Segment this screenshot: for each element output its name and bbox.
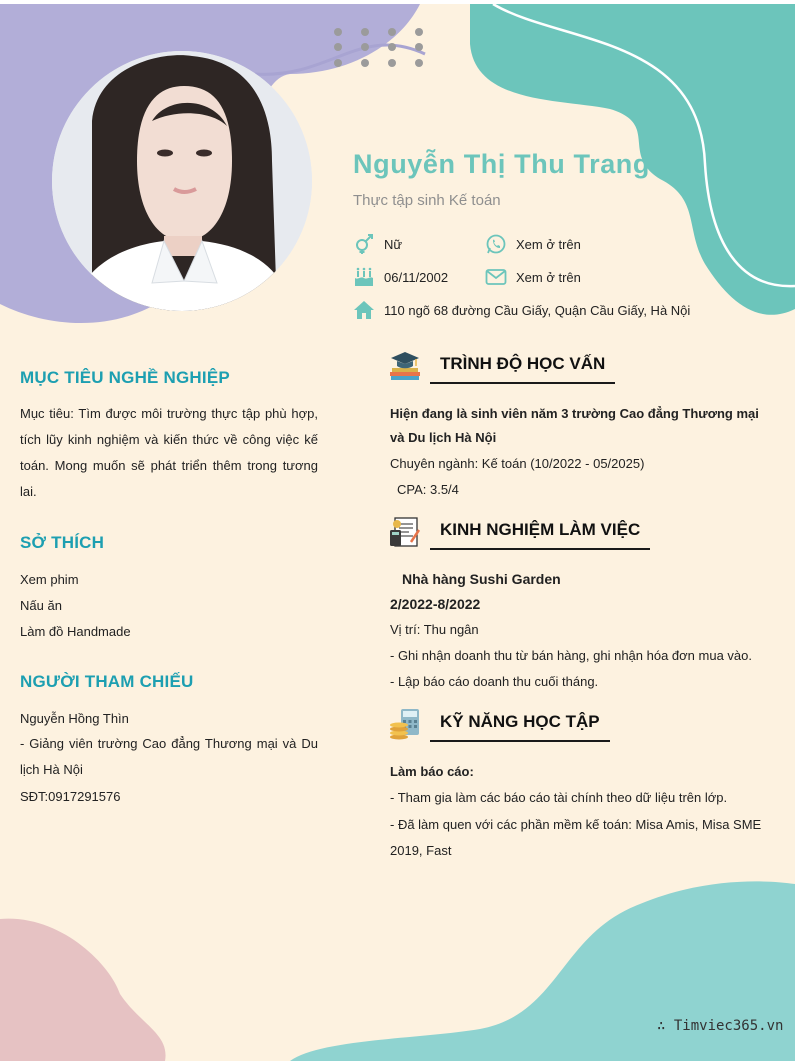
experience-duty: - Ghi nhận doanh thu từ bán hàng, ghi nhận hóa đơn mua vào. xyxy=(390,648,752,663)
experience-duty: - Lập báo cáo doanh thu cuối tháng. xyxy=(390,674,599,689)
dot-pattern xyxy=(330,24,430,74)
phone-info xyxy=(485,234,581,254)
birthdate-value: 06/11/2002 xyxy=(384,269,449,285)
email-info xyxy=(485,267,581,287)
experience-period: 2/2022-8/2022 xyxy=(390,596,481,612)
skills-item: - Đã làm quen với các phần mềm kế toán: Misa Amis, Misa SME 2019, Fast xyxy=(390,817,762,858)
birthdate-info xyxy=(353,267,448,287)
hobby-item: Xem phim xyxy=(20,572,79,587)
reference-detail: - Giảng viên trường Cao đẳng Thương mại và Du lịch Hà Nội xyxy=(20,736,318,777)
hobby-item: Nấu ăn xyxy=(20,598,62,613)
home-icon xyxy=(353,300,375,320)
experience-role: Vị trí: Thu ngân xyxy=(390,622,479,637)
candidate-name: Nguyễn Thị Thu Trang xyxy=(353,149,650,179)
gender-info xyxy=(353,234,402,254)
skills-subtitle: Làm báo cáo: xyxy=(390,764,474,779)
experience-title: KINH NGHIỆM LÀM VIỆC xyxy=(430,520,650,550)
skills-header xyxy=(389,708,610,742)
profile-photo xyxy=(52,51,312,311)
education-title: TRÌNH ĐỘ HỌC VẤN xyxy=(430,354,615,384)
education-header xyxy=(389,350,615,384)
graduation-cap-icon xyxy=(389,350,421,382)
timviec365-watermark: ∴ Timviec365.vn xyxy=(657,1018,784,1034)
hobby-item: Làm đồ Handmade xyxy=(20,624,131,639)
coins-calculator-icon xyxy=(389,708,421,740)
education-school: Hiện đang là sinh viên năm 3 trường Cao đẳng Thương mại và Du lịch Hà Nội xyxy=(390,406,759,445)
references-heading: NGƯỜI THAM CHIẾU xyxy=(20,672,194,691)
email-value: Xem ở trên xyxy=(516,269,581,285)
gender-value: Nữ xyxy=(384,236,403,252)
education-major: Chuyên ngành: Kế toán (10/2022 - 05/2025) xyxy=(390,456,645,471)
candidate-position: Thực tập sinh Kế toán xyxy=(353,192,501,209)
resume-icon xyxy=(389,516,421,548)
career-goal-text: Mục tiêu: Tìm được môi trường thực tập phù hợp, tích lũy kinh nghiệm và kiến thức về công việc kế toán. Mong muốn sẽ phát triển thêm trong tương lai. xyxy=(20,406,318,499)
career-goal-heading: MỤC TIÊU NGHỀ NGHIỆP xyxy=(20,368,230,387)
phone-value: Xem ở trên xyxy=(516,236,581,252)
skills-title: KỸ NĂNG HỌC TẬP xyxy=(430,712,610,742)
phone-icon xyxy=(485,234,507,254)
experience-company: Nhà hàng Sushi Garden xyxy=(402,571,561,587)
skills-item: - Tham gia làm các báo cáo tài chính theo dữ liệu trên lớp. xyxy=(390,790,728,805)
experience-header xyxy=(389,516,650,550)
reference-name: Nguyễn Hồng Thìn xyxy=(20,711,129,726)
address-value: 110 ngõ 68 đường Cầu Giấy, Quận Cầu Giấy, Hà Nội xyxy=(384,302,691,318)
email-icon xyxy=(485,267,507,287)
education-gpa: CPA: 3.5/4 xyxy=(397,482,459,497)
reference-phone: SĐT:0917291576 xyxy=(20,789,121,804)
address-info xyxy=(353,300,690,320)
cv-page xyxy=(0,4,795,1061)
gender-icon xyxy=(353,234,375,254)
cake-icon xyxy=(353,267,375,287)
hobbies-heading: SỞ THÍCH xyxy=(20,533,105,552)
